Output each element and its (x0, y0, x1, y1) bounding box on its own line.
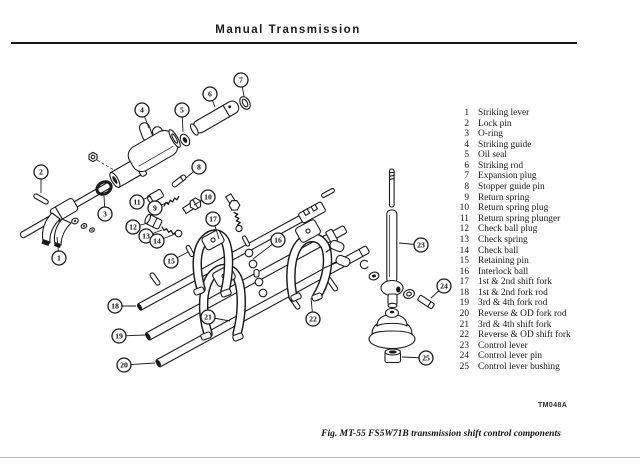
page-title: Manual Transmission (215, 24, 361, 36)
svg-text:6: 6 (208, 89, 212, 99)
svg-text:18: 18 (111, 301, 119, 311)
svg-text:8: 8 (197, 162, 201, 172)
part-label: Return spring (478, 192, 530, 203)
return-spring (164, 197, 179, 206)
part-label: Check ball plug (478, 224, 538, 235)
part-number: 6 (464, 160, 469, 171)
retaining-pin (149, 272, 161, 286)
part-row (452, 341, 571, 352)
svg-text:4: 4 (140, 105, 144, 115)
part-row (452, 161, 571, 172)
part-number: 25 (459, 361, 469, 372)
parts-list (452, 108, 571, 372)
part-label: 1st & 2nd shift fork (478, 277, 552, 288)
part-row (452, 362, 571, 373)
lever-washers (71, 217, 95, 233)
svg-text:5: 5 (180, 105, 184, 115)
callout-10 (194, 190, 215, 205)
callout-24 (431, 279, 451, 298)
part-number: 9 (464, 192, 469, 203)
svg-text:12: 12 (129, 222, 137, 232)
part-number: 14 (459, 245, 469, 256)
part-row (452, 129, 571, 140)
svg-text:1: 1 (57, 253, 61, 263)
check-spring (162, 227, 175, 234)
rod-end-pin (321, 188, 335, 198)
svg-text:22: 22 (309, 314, 317, 324)
callout-7 (234, 73, 248, 96)
callout-25 (402, 351, 433, 365)
part-number: 23 (459, 340, 469, 351)
part-label: Expansion plug (478, 171, 537, 182)
check-ball-plug (144, 214, 163, 230)
callout-14 (150, 234, 175, 248)
part-number: 4 (464, 139, 469, 150)
part-label: 3rd & 4th fork rod (478, 298, 548, 309)
callout-6 (203, 87, 217, 107)
part-row (452, 309, 571, 320)
part-label: Striking guide (478, 139, 532, 150)
figure-caption: Fig. MT-55 FS5W71B transmission shift control components (321, 429, 561, 439)
svg-text:25: 25 (422, 353, 430, 363)
stopper-guide-pin (171, 174, 187, 188)
control-lever (387, 169, 397, 283)
part-label: Lock pin (478, 118, 512, 129)
callout-20 (117, 358, 155, 372)
part-row (452, 320, 571, 331)
svg-text:7: 7 (239, 75, 243, 85)
svg-text:2: 2 (39, 167, 43, 177)
part-row (452, 330, 571, 341)
part-number: 13 (459, 234, 469, 245)
part-row (452, 256, 571, 267)
part-row (452, 171, 571, 182)
figure-code: TM048A (538, 402, 568, 409)
part-label: Control lever bushing (478, 361, 560, 372)
callout-9 (148, 201, 168, 215)
spring-seat (368, 271, 380, 281)
part-number: 2 (464, 118, 469, 129)
part-row (452, 108, 571, 119)
title-rule (11, 42, 577, 44)
part-row (452, 193, 571, 204)
part-label: Check spring (478, 234, 528, 245)
svg-text:15: 15 (167, 256, 175, 266)
part-number: 18 (459, 287, 469, 298)
part-row (452, 277, 571, 288)
svg-text:10: 10 (204, 192, 212, 202)
callout-19 (112, 329, 145, 343)
callout-2 (34, 165, 48, 193)
svg-text:24: 24 (440, 281, 448, 291)
part-number: 21 (459, 319, 469, 330)
snap-ring (360, 260, 368, 268)
part-number: 11 (459, 213, 469, 224)
check-ball (175, 230, 182, 237)
part-row (452, 150, 571, 161)
svg-text:3: 3 (103, 209, 107, 219)
lever-washer (403, 288, 416, 299)
svg-text:20: 20 (120, 360, 128, 370)
second-detent-set (224, 193, 242, 232)
part-number: 8 (464, 182, 469, 193)
expansion-plug (238, 95, 253, 111)
svg-text:13: 13 (142, 231, 150, 241)
part-label: Check ball (478, 245, 519, 256)
part-row (452, 298, 571, 309)
striking-guide-housing (125, 121, 184, 175)
control-lever-assembly (360, 169, 434, 363)
part-label: Reverse & OD fork rod (478, 308, 567, 319)
part-label: Striking rod (478, 160, 524, 171)
part-label: 3rd & 4th shift fork (478, 319, 552, 330)
part-number: 15 (459, 256, 469, 267)
part-label: 1st & 2nd fork rod (478, 287, 548, 298)
part-number: 1 (464, 108, 469, 118)
dust-boot (369, 309, 415, 349)
part-number: 16 (459, 266, 469, 277)
part-label: Return spring plunger (478, 213, 561, 224)
part-label: O-ring (478, 129, 503, 140)
callout-23 (399, 238, 428, 252)
callout-15 (164, 252, 188, 268)
lever-bushing (385, 349, 401, 363)
callout-8 (186, 160, 206, 178)
part-number: 17 (459, 277, 469, 288)
svg-text:21: 21 (204, 312, 212, 322)
part-number: 24 (459, 351, 469, 362)
part-row (452, 182, 571, 193)
part-label: Control lever pin (478, 351, 543, 362)
part-number: 7 (464, 171, 469, 182)
part-number: 12 (459, 224, 469, 235)
part-row (452, 351, 571, 362)
part-label: Control lever (478, 340, 528, 351)
set-bolt (89, 152, 97, 161)
svg-text:9: 9 (153, 203, 157, 213)
lock-pin (33, 193, 49, 205)
fork-rods-group (136, 188, 369, 368)
svg-text:23: 23 (417, 240, 425, 250)
svg-text:16: 16 (274, 235, 282, 245)
part-number: 10 (459, 203, 469, 214)
part-row (452, 288, 571, 299)
striking-rod (189, 99, 241, 137)
part-label: Stopper guide pin (478, 182, 545, 193)
part-label: Interlock ball (478, 266, 529, 277)
part-row (452, 224, 571, 235)
part-row (452, 140, 571, 151)
part-row (452, 246, 571, 257)
part-label: Reverse & OD shift fork (478, 330, 571, 341)
part-row (452, 267, 571, 278)
part-label: Retaining pin (478, 256, 529, 267)
svg-text:11: 11 (133, 197, 141, 207)
part-label: Return spring plug (478, 203, 549, 214)
part-label: Oil seal (478, 150, 507, 161)
part-label: Striking lever (478, 108, 530, 118)
lever-hub (381, 281, 403, 308)
part-number: 22 (459, 330, 469, 341)
svg-text:19: 19 (115, 331, 123, 341)
part-row (452, 235, 571, 246)
part-number: 19 (459, 298, 469, 309)
part-number: 5 (464, 150, 469, 161)
callout-5 (175, 103, 189, 132)
svg-text:14: 14 (153, 236, 161, 246)
svg-text:17: 17 (209, 214, 217, 224)
part-number: 20 (459, 308, 469, 319)
callout-22 (306, 298, 320, 326)
part-row (452, 203, 571, 214)
callout-18 (108, 299, 136, 313)
return-spring-plug (182, 196, 203, 215)
part-row (452, 119, 571, 130)
bottom-rule (0, 457, 640, 458)
part-row (452, 214, 571, 225)
callout-3 (98, 196, 112, 221)
part-number: 3 (464, 129, 469, 140)
